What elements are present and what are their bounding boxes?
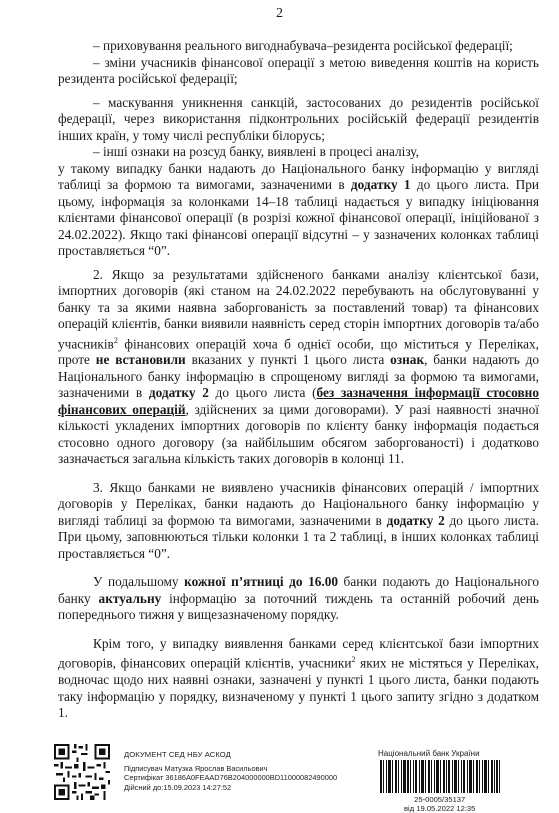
e-signature-stamp [124,750,337,792]
paragraph-3: 3. Якщо банками не виявлено учасників фінансових операцій / імпортних договорів у Переліках, банки надають до Національного банку інформацію у вигляді таблиці за формою та вимогами, зазначеними в додатку 2 до цього листа. При цьому, заповнюються тільки колонки 1 та 2 таблиці, в інших колонках таблиці проставляється “0”. [58,479,539,561]
registration-date: від 19.05.2022 12:35 [404,804,476,813]
document-body [58,38,539,722]
stamp-title: ДОКУМЕНТ СЕД НБУ АСКОД [124,750,231,759]
paragraph-2: 2. Якщо за результатами здійсненого банками аналізу клієнтської бази, імпортних договорів (які станом на 24.02.2022 перебувають на обслуговуванні у банку та за якими наявна заборгованість за поставлений товар) та фінансових операцій клієнтів, банки виявили наявність серед сторін імпортних договорів та/або учасників$^2$ фінансових операцій хоча б однієї особи, що міститься у Переліках, проте не встановили вказаних у пункті 1 цього листа ознак, банки надають до Національного банку інформацію в спрощеному вигляді за формою та вимогами, зазначеними в додатку 2 до цього листа (без зазначення інформації стосовно фінансових операцій, здійснених за цими договорами). У разі наявності значної кількості укладених імпортних договорів по клієнту банку інформація подається стосовно одного договору (за найбільшим обсягом заборгованості) і додатково зазначається загальна кількість таких договорів в колонці 11. [58,266,540,467]
qr-code-icon [54,744,110,800]
bullet-4: – інші ознаки на розсуд банку, виявлені в процесі аналізу, [93,144,419,159]
signer: Підписувач Матузка Ярослав Васильович [124,763,268,773]
certificate: Сертифікат 36186A0FEAAD76B204000000BD11000082490000 [124,773,338,783]
bullet-3: – маскування уникнення санкцій, застосованих до резидентів російської федерації, через використання підконтрольних російській федерації резидентів інших країн, у тому числі республіки білорусь; [58,94,539,143]
organization-name: Національний банк України [378,749,480,758]
page-number: 2 [276,6,283,21]
barcode-icon [380,760,500,793]
paragraph-1: у такому випадку банки надають до Національного банку інформацію у вигляді таблиці за формою та вимогами, зазначеними в додатку 1 до цього листа. При цьому, інформація за колонками 14–18 таблиці надається у випадку ініціювання клієнтами фінансової операції (в розрізі кожної фінансової операції, ініційованої з 24.02.2022). Якщо такі фінансові операції відсутні – у зазначених колонках таблиці проставляється “0”. [58,160,540,258]
registration-stamp [404,795,475,813]
paragraph-4: У подальшому кожної п’ятниці до 16.00 банки подають до Національного банку актуальну інформацію за поточний тиждень та останній робочий день попереднього тижня у вищезазначеному порядку. [58,574,540,623]
paragraph-5: Крім того, у випадку виявлення банками серед клієнтської бази імпортних договорів, фінансових операцій клієнтів, учасники$^2$ яких не містяться у Переліках, водночас щодо них наявні ознаки, зазначені у пункті 1 цього листа, банки подають таку інформацію у порядку, визначеному у пункті 1 цього запиту згідно з додатком 1. [58,635,539,721]
valid-until: Дійсний до:15.09.2023 14:27:52 [124,782,232,792]
bullet-1: – приховування реального вигоднабувача–резидента російської федерації; [93,38,513,53]
bullet-2: – зміни учасників фінансової операції з метою виведення коштів на користь резидента російської федерації; [58,54,539,86]
registration-number: 25-0005/35137 [414,795,466,804]
